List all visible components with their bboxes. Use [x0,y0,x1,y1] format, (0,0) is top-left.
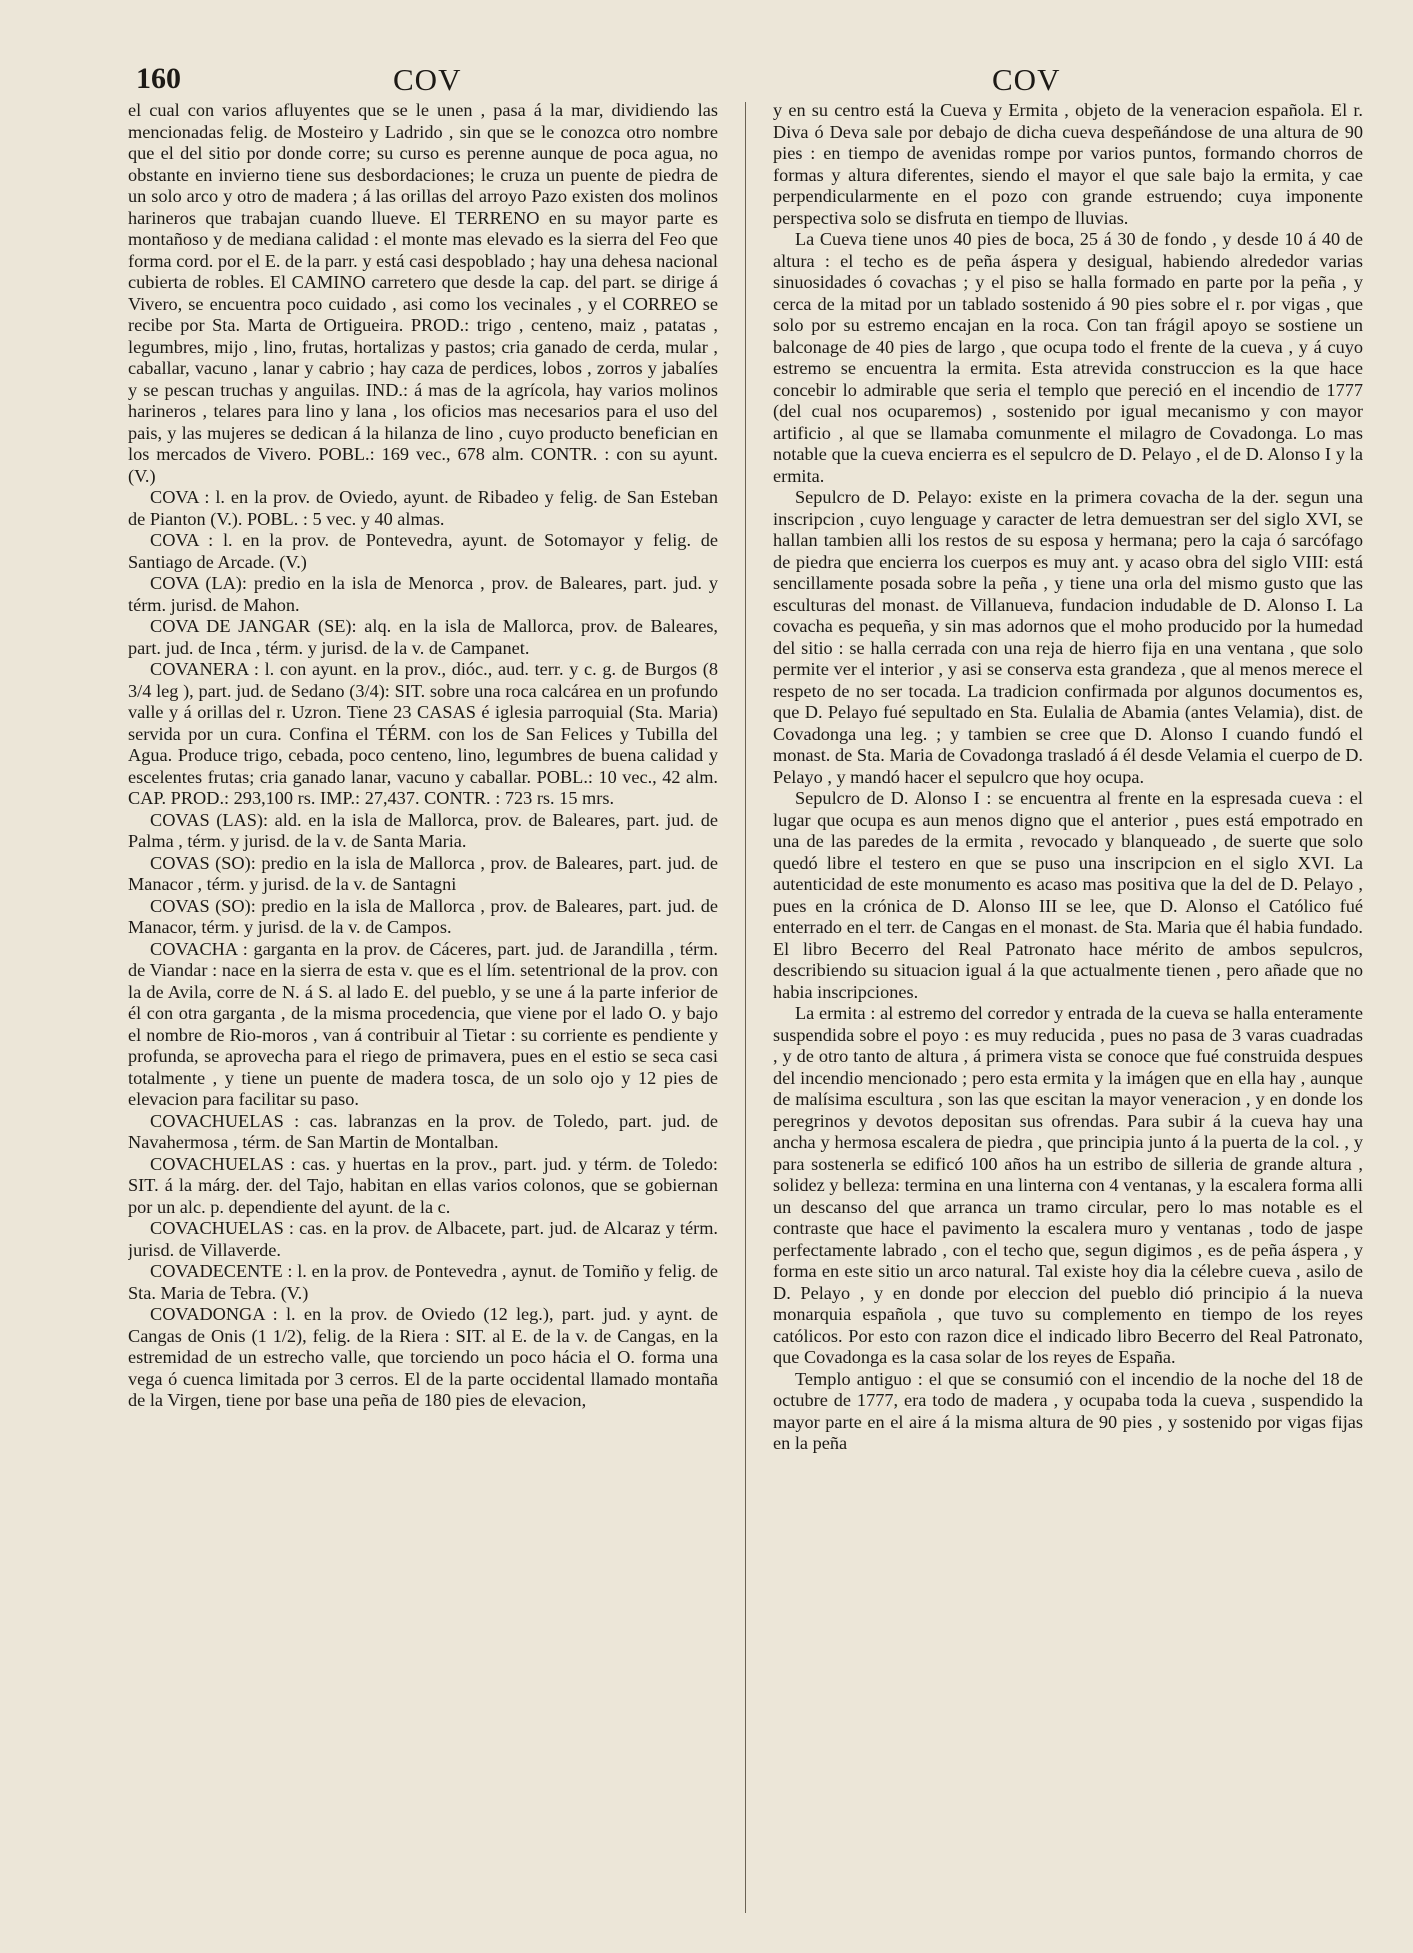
paragraph: COVA DE JANGAR (SE): alq. en la isla de Mallorca, prov. de Baleares, part. jud. de Inca , térm. y jurisd. de la v. de Campanet. [128,616,718,658]
paragraph: La Cueva tiene unos 40 pies de boca, 25 á 30 de fondo , y desde 10 á 40 de altura : el techo es de peña áspera y desigual, habiendo alrededor varias sinuosidades ó covachas ; y el piso se halla formado en parte por la peña , y cerca de la mitad por un tablado sostenido á 90 pies sobre el r. por vigas , que solo por su estremo encajan en la roca. Con tan frágil apoyo se sostiene un balconage de 40 pies de largo , que ocupa todo el frente de la cueva , y á cuyo estremo se encuentra la ermita. Esta atrevida construccion es la que hace concebir lo admirable que seria el templo que pereció en el incendio de 1777 (del cual nos ocuparemos) , sostenido por igual mecanismo y con mayor artificio , al que se llamaba comunmente el milagro de Covadonga. Lo mas notable que la cueva encierra es el sepulcro de D. Pelayo , el de D. Alonso I y la ermita. [773,229,1363,486]
column-divider [745,102,746,1913]
left-column [128,100,718,1913]
paragraph: COVACHUELAS : cas. y huertas en la prov., part. jud. y térm. de Toledo: SIT. á la márg. der. del Tajo, habitan en ellas varios colonos, que se gobiernan por un alc. p. dependiente del ayunt. de la c. [128,1153,718,1217]
paragraph: COVA (LA): predio en la isla de Menorca , prov. de Baleares, part. jud. y térm. jurisd. de Mahon. [128,573,718,615]
text-columns [128,100,1363,1913]
right-column [773,100,1363,1913]
paragraph: COVA : l. en la prov. de Pontevedra, ayunt. de Sotomayor y felig. de Santiago de Arcade. (V.) [128,530,718,572]
paragraph: COVAS (SO): predio en la isla de Mallorca , prov. de Baleares, part. jud. de Manacor, térm. y jurisd. de la v. de Campos. [128,895,718,937]
paragraph: y en su centro está la Cueva y Ermita , objeto de la veneracion española. El r. Diva ó Deva sale por debajo de dicha cueva despeñándose de una altura de 90 pies : en tiempo de avenidas rompe por varios puntos, formando chorros de formas y altura diferentes, siendo el mayor el que sale bajo la ermita, y cae perpendicularmente en el pozo con grande estruendo; cuya imponente perspectiva solo se disfruta en tiempo de lluvias. [773,100,1363,228]
paragraph: COVACHUELAS : cas. en la prov. de Albacete, part. jud. de Alcaraz y térm. jurisd. de Villaverde. [128,1218,718,1260]
paragraph: el cual con varios afluyentes que se le unen , pasa á la mar, dividiendo las mencionadas felig. de Mosteiro y Ladrido , sin que se le conozca otro nombre que el del sitio por donde corre; su curso es perenne aunque de poca agua, no obstante en invierno tiene sus desbordaciones; le cruza un puente de piedra de un solo arco y otro de madera ; á las orillas del arroyo Pazo existen dos molinos harineros que trabajan cuando llueve. El TERRENO en su mayor parte es montañoso y de mediana calidad : el monte mas elevado es la sierra del Feo que forma cord. por el E. de la parr. y está casi despoblado ; hay una dehesa nacional cubierta de robles. El CAMINO carretero que desde la cap. del part. se dirige á Vivero, se encuentra poco cuidado , asi como los vecinales , y el CORREO se recibe por Sta. Marta de Ortigueira. PROD.: trigo , centeno, maiz , patatas , legumbres, mijo , lino, frutas, hortalizas y pastos; cria ganado de cerda, mular , caballar, vacuno , lanar y cabrio ; hay caza de perdices, lobos , zorros y jabalíes y se pescan truchas y anguilas. IND.: á mas de la agrícola, hay varios molinos harineros , telares para lino y lana , los oficios mas necesarios para el uso del pais, y las mujeres se dedican á la hilanza de lino , cuyo producto benefician en los mercados de Vivero. POBL.: 169 vec., 678 alm. CONTR. : con su ayunt. (V.) [128,100,718,486]
right-running-head: COV [992,62,1061,97]
paragraph: COVANERA : l. con ayunt. en la prov., dióc., aud. terr. y c. g. de Burgos (8 3/4 leg ), part. jud. de Sedano (3/4): SIT. sobre una roca calcárea en un profundo valle y á orillas del r. Uzron. Tiene 23 CASAS é iglesia parroquial (Sta. Maria) servida por un cura. Confina el TÉRM. con los de San Felices y Tubilla del Agua. Produce trigo, cebada, poco centeno, lino, legumbres de buena calidad y escelentes frutas; cria ganado lanar, vacuno y caballar. POBL.: 10 vec., 42 alm. CAP. PROD.: 293,100 rs. IMP.: 27,437. CONTR. : 723 rs. 15 mrs. [128,659,718,808]
paragraph: Templo antiguo : el que se consumió con el incendio de la noche del 18 de octubre de 1777, era todo de madera , y ocupaba toda la cueva , suspendido la mayor parte en el aire á la misma altura de 90 pies , y sostenido por vigas fijas en la peña [773,1368,1363,1453]
paragraph: Sepulcro de D. Pelayo: existe en la primera covacha de la der. segun una inscripcion , cuyo lenguage y caracter de letra demuestran ser del siglo XVI, se hallan tambien alli los restos de su esposa y hermana; pero la caja ó sarcófago de piedra que encierra los cuerpos es muy ant. y acaso obra del siglo VIII: está sencillamente posada sobre la peña , y tiene una orla del mismo gusto que las esculturas del monast. de Villanueva, fundacion indudable de D. Alonso I. La covacha es pequeña, y sin mas adornos que el moho producido por la humedad del sitio : se halla cerrada con una reja de hierro fija en una ventana , que solo permite ver el interior , y asi se conserva esta grandeza , que al menos merece el respeto de no ser tocada. La tradicion confirmada por algunos documentos es, que D. Pelayo fué sepultado en Sta. Eulalia de Abamia (antes Velamia), dist. de Covadonga una leg. ; y tambien se cree que D. Alonso I cuando fundó el monast. de Sta. Maria de Covadonga trasladó á él desde Velamia el cuerpo de D. Pelayo , y mandó hacer el sepulcro que hoy ocupa. [773,487,1363,787]
page-number: 160 [136,62,181,95]
paragraph: COVAS (LAS): ald. en la isla de Mallorca, prov. de Baleares, part. jud. de Palma , térm. y jurisd. de la v. de Santa Maria. [128,809,718,851]
paragraph: Sepulcro de D. Alonso I : se encuentra al frente en la espresada cueva : el lugar que ocupa es aun menos digno que el anterior , pues está empotrado en una de las paredes de la ermita , revocado y blanqueado , de suerte que solo quedó libre el testero en que se puso una inscripcion en el siglo XVI. La autenticidad de este monumento es acaso mas positiva que la del de D. Pelayo , pues en la crónica de D. Alonso III se lee, que D. Alonso el Católico fué enterrado en el terr. de Cangas en el monast. de Sta. Maria que él habia fundado. El libro Becerro del Real Patronato hace mérito de ambos sepulcros, describiendo su situacion igual á la que actualmente tienen , pero añade que no habia inscripciones. [773,788,1363,1002]
paragraph: COVAS (SO): predio en la isla de Mallorca , prov. de Baleares, part. jud. de Manacor , térm. y jurisd. de la v. de Santagni [128,852,718,894]
paragraph: COVA : l. en la prov. de Oviedo, ayunt. de Ribadeo y felig. de San Esteban de Pianton (V.). POBL. : 5 vec. y 40 almas. [128,487,718,529]
paragraph: COVACHA : garganta en la prov. de Cáceres, part. jud. de Jarandilla , térm. de Viandar : nace en la sierra de esta v. que es el lím. setentrional de la prov. con la de Avila, corre de N. á S. al lado E. del pueblo, y se une á la parte inferior de él con otra garganta , de la misma procedencia, que viene por el lado O. y bajo el nombre de Rio-moros , van á contribuir al Tietar : su corriente es pendiente y profunda, se aprovecha para el riego de primavera, pues en el estio se seca casi totalmente , y tiene un puente de madera tosca, de un solo ojo y 12 pies de elevacion para facilitar su paso. [128,938,718,1109]
paragraph: COVACHUELAS : cas. labranzas en la prov. de Toledo, part. jud. de Navahermosa , térm. de San Martin de Montalban. [128,1110,718,1152]
left-running-head: COV [393,62,462,97]
paragraph: COVADONGA : l. en la prov. de Oviedo (12 leg.), part. jud. y aynt. de Cangas de Onis (1 1/2), felig. de la Riera : SIT. al E. de la v. de Cangas, en la estremidad de un estrecho valle, que torciendo un poco hácia el O. forma una vega ó cuenca limitada por 3 cerros. El de la parte occidental llamado montaña de la Virgen, tiene por base una peña de 180 pies de elevacion, [128,1304,718,1410]
paragraph: La ermita : al estremo del corredor y entrada de la cueva se halla enteramente suspendida sobre el poyo : es muy reducida , pues no pasa de 3 varas cuadradas , y de otro tanto de altura , á primera vista se conoce que fué construida despues del incendio mencionado ; pero esta ermita y la imágen que en ella hay , aunque de malísima escultura , son las que escitan la mayor veneracion , y en donde los peregrinos y devotos depositan sus ofrendas. Para subir á la cueva hay una ancha y hermosa escalera de piedra , que principia junto á la puerta de la col. , y para sostenerla se edificó 100 años ha un estribo de silleria de grande altura , solidez y belleza: termina en una linterna con 4 ventanas, y la escalera forma alli un descanso del que arranca un tramo circular, pero lo mas notable es el contraste que hace el pavimento la escalera muro y ventanas , todo de jaspe perfectamente labrado , con el techo que, segun digimos , es de peña áspera , y forma en este sitio un arco natural. Tal existe hoy dia la célebre cueva , asilo de D. Pelayo , y en donde por eleccion del pueblo dió principio á la nueva monarquia española , que tuvo su complemento en tiempo de los reyes católicos. Por esto con razon dice el indicado libro Becerro del Real Patronato, que Covadonga es la casa solar de los reyes de España. [773,1003,1363,1367]
paragraph: COVADECENTE : l. en la prov. de Pontevedra , aynut. de Tomiño y felig. de Sta. Maria de Tebra. (V.) [128,1261,718,1303]
